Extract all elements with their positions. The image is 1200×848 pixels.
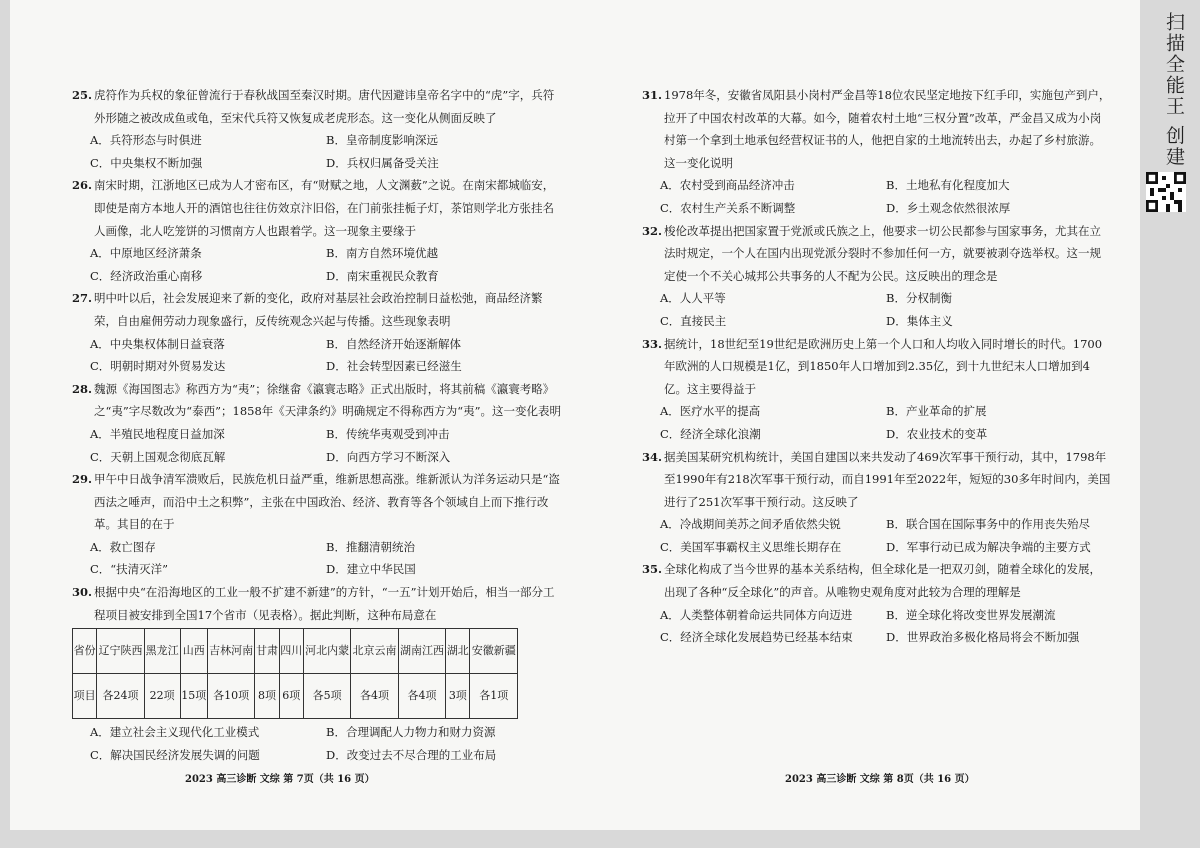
option-d: D．世界政治多极化格局将会不断加强 (886, 630, 1080, 645)
page-footer-left: 2023 高三诊断 文综 第 7页（共 16 页） (185, 774, 375, 785)
option-c: C．“扶清灭洋” (90, 562, 169, 577)
question-29: 29. 甲午中日战争清军溃败后，民族危机日益严重，维新思想高涨。维新派认为洋务运动只是“盗西法之唾声，而沿中土之积弊”，主张在中国政治、经济、教育等各个领域自上而下推行改革。其目的在于 A．救亡图存 B．推翻清朝统治 C．“扶清灭洋” D．建立中华民国 (72, 468, 562, 581)
option-d: D．向西方学习不断深入 (326, 449, 451, 464)
table-cell: 辽宁陕西 (97, 629, 144, 674)
option-b: B．土地私有化程度加大 (886, 178, 1010, 193)
table-cell: 15项 (180, 674, 207, 719)
table-cell: 各24项 (97, 674, 144, 719)
option-d: D．乡土观念依然很浓厚 (886, 200, 1011, 215)
option-c: C．明朝时期对外贸易发达 (90, 359, 226, 374)
row-header: 项目 (73, 674, 97, 719)
table-cell: 各4项 (351, 674, 398, 719)
option-d: D．建立中华民国 (326, 562, 416, 577)
option-a: A．兵符形态与时俱进 (90, 133, 202, 148)
table-cell: 各5项 (303, 674, 350, 719)
table-cell: 河北内蒙 (303, 629, 350, 674)
option-c: C．直接民主 (660, 313, 727, 328)
scanner-watermark: 扫描全能王 创建 (1163, 12, 1185, 168)
option-a: A．人类整体朝着命运共同体方向迈进 (660, 607, 853, 622)
question-28: 28. 魏源《海国图志》称西方为“夷”；徐继畲《瀛寰志略》正式出版时，将其前稿《瀛寰考略》之“夷”字尽数改为“泰西”；1858年《天津条约》明确规定不得称西方为“夷”。这一变化表明 A．半殖民地程度日益加深 B．传统华夷观受到冲击 C．天朝上国观念彻底瓦解 D．向西方学习不断深入 (72, 378, 562, 468)
option-b: B．皇帝制度影响深远 (326, 133, 438, 148)
option-d: D．社会转型因素已经滋生 (326, 359, 462, 374)
option-a: A．救亡图存 (90, 539, 156, 554)
left-page (72, 84, 562, 766)
option-b: B．南方自然环境优越 (326, 246, 438, 261)
option-c: C．经济全球化发展趋势已经基本结束 (660, 630, 853, 645)
right-page (642, 84, 1112, 649)
table-cell: 6项 (279, 674, 303, 719)
question-35: 35. 全球化构成了当今世界的基本关系结构，但全球化是一把双刃剑，随着全球化的发展，出现了各种“反全球化”的声音。从唯物史观角度对此较为合理的理解是 A．人类整体朝着命运共同体方向迈进 B．逆全球化将改变世界发展潮流 C．经济全球化发展趋势已经基本结束 D．世界政治多极化格局将会不断加强 (642, 558, 1112, 648)
question-text: 魏源《海国图志》称西方为“夷”；徐继畲《瀛寰志略》正式出版时，将其前稿《瀛寰考略》之“夷”字尽数改为“泰西”；1858年《天津条约》明确规定不得称西方为“夷”。这一变化表明 (94, 381, 562, 419)
option-a: A．医疗水平的提高 (660, 404, 761, 419)
option-b: B．逆全球化将改变世界发展潮流 (886, 607, 1056, 622)
option-c: C．农村生产关系不断调整 (660, 200, 796, 215)
table-cell: 湖北 (446, 629, 470, 674)
option-d: D．改变过去不尽合理的工业布局 (326, 747, 497, 762)
table-cell: 北京云南 (351, 629, 398, 674)
option-d: D．农业技术的变革 (886, 426, 988, 441)
option-a: A．中央集权体制日益衰落 (90, 336, 225, 351)
question-text: 南宋时期，江浙地区已成为人才密布区，有“财赋之地，人文渊薮”之说。在南宋都城临安，即使是南方本地人开的酒馆也往往仿效京汴旧俗，在门前张挂栀子灯，茶馆则学北方张挂名人画像，北人吃笼饼的习惯南方人也跟着学。这一现象主要缘于 (94, 178, 555, 238)
option-a: A．农村受到商品经济冲击 (660, 178, 795, 193)
question-32: 32. 梭伦改革提出把国家置于党派或氏族之上，他要求一切公民都参与国家事务，尤其在立法时规定，一个人在国内出现党派分裂时不参加任何一方，就要被剥夺选举权。这一规定使一个不关心城邦公共事务的人不配为公民。这反映出的理念是 A．人人平等 B．分权制衡 C．直接民主 D．集体主义 (642, 220, 1112, 333)
table-row-projects (73, 674, 518, 719)
question-text: 根据中央“在沿海地区的工业一般不扩建不新建”的方针，“一五”计划开始后，相当一部分工程项目被安排到全国17个省市（见表格）。据此判断，这种布局意在 (94, 585, 555, 622)
table-cell: 四川 (279, 629, 303, 674)
option-b: B．传统华夷观受到冲击 (326, 426, 450, 441)
question-27: 27. 明中叶以后，社会发展迎来了新的变化，政府对基层社会政治控制日益松弛，商品经济繁荣，自由雇佣劳动力现象盛行，反传统观念兴起与传播。这些现象表明 A．中央集权体制日益衰落 B．自然经济开始逐渐解体 C．明朝时期对外贸易发达 D．社会转型因素已经滋生 (72, 287, 562, 377)
question-text: 全球化构成了当今世界的基本关系结构，但全球化是一把双刃剑，随着全球化的发展，出现了各种“反全球化”的声音。从唯物史观角度对此较为合理的理解是 (664, 562, 1101, 600)
option-b: B．联合国在国际事务中的作用丧失殆尽 (886, 517, 1090, 532)
option-a: A．半殖民地程度日益加深 (90, 426, 225, 441)
question-text: 梭伦改革提出把国家置于党派或氏族之上，他要求一切公民都参与国家事务，尤其在立法时规定，一个人在国内出现党派分裂时不参加任何一方，就要被剥夺选举权。这一规定使一个不关心城邦公共事务的人不配为公民。这反映出的理念是 (664, 223, 1101, 283)
table-cell: 各1项 (470, 674, 518, 719)
table-cell: 黑龙江 (144, 629, 180, 674)
table-cell: 湖南江西 (398, 629, 445, 674)
question-text: 1978年冬，安徽省凤阳县小岗村严金昌等18位农民坚定地按下红手印，实施包产到户，拉开了中国农村改革的大幕。如今，随着农村土地“三权分置”改革，严金昌又成为小岗村第一个拿到土地承包经营权证书的人，他把自家的土地流转出去，办起了乡村旅游。这一变化说明 (664, 88, 1111, 170)
option-c: C．天朝上国观念彻底瓦解 (90, 449, 226, 464)
table-row-provinces (73, 629, 518, 674)
option-c: C．解决国民经济发展失调的问题 (90, 747, 260, 762)
option-c: C．经济全球化浪潮 (660, 426, 761, 441)
option-a: A．中原地区经济萧条 (90, 246, 202, 261)
option-d: D．军事行动已成为解决争端的主要方式 (886, 539, 1091, 554)
option-a: A．冷战期间美苏之间矛盾依然尖锐 (660, 517, 841, 532)
option-c: C．经济政治重心南移 (90, 268, 203, 283)
option-b: B．推翻清朝统治 (326, 539, 415, 554)
table-cell: 各10项 (207, 674, 254, 719)
option-b: B．产业革命的扩展 (886, 404, 987, 419)
option-a: A．建立社会主义现代化工业模式 (90, 725, 260, 740)
table-cell: 甘肃 (255, 629, 279, 674)
table-cell: 22项 (144, 674, 180, 719)
question-text: 明中叶以后，社会发展迎来了新的变化，政府对基层社会政治控制日益松弛，商品经济繁荣，自由雇佣劳动力现象盛行，反传统观念兴起与传播。这些现象表明 (94, 291, 543, 328)
table-cell: 山西 (180, 629, 207, 674)
project-distribution-table (72, 628, 518, 719)
table-cell: 8项 (255, 674, 279, 719)
option-b: B．合理调配人力物力和财力资源 (326, 725, 496, 740)
option-d: D．集体主义 (886, 313, 953, 328)
question-text: 甲午中日战争清军溃败后，民族危机日益严重，维新思想高涨。维新派认为洋务运动只是“盗西法之唾声，而沿中土之积弊”，主张在中国政治、经济、教育等各个领域自上而下推行改革。其目的在于 (94, 472, 560, 532)
question-31: 31. 1978年冬，安徽省凤阳县小岗村严金昌等18位农民坚定地按下红手印，实施包产到户，拉开了中国农村改革的大幕。如今，随着农村土地“三权分置”改革，严金昌又成为小岗村第一个拿到土地承包经营权证书的人，他把自家的土地流转出去，办起了乡村旅游。这一变化说明 A．农村受到商品经济冲击 B．土地私有化程度加大 C．农村生产关系不断调整 D．乡土观念依然很浓厚 (642, 84, 1112, 220)
question-25: 25. 虎符作为兵权的象征曾流行于春秋战国至秦汉时期。唐代因避讳皇帝名字中的“虎”字，兵符外形随之被改成鱼或龟，至宋代兵符又恢复成老虎形态。这一变化从侧面反映了 A．兵符形态与时俱进 B．皇帝制度影响深远 C．中央集权不断加强 D．兵权归属备受关注 (72, 84, 562, 174)
option-d: D．南宋重视民众教育 (326, 268, 439, 283)
option-c: C．美国军事霸权主义思维长期存在 (660, 539, 842, 554)
option-a: A．人人平等 (660, 291, 726, 306)
question-text: 虎符作为兵权的象征曾流行于春秋战国至秦汉时期。唐代因避讳皇帝名字中的“虎”字，兵符外形随之被改成鱼或龟，至宋代兵符又恢复成老虎形态。这一变化从侧面反映了 (94, 88, 555, 125)
page-footer-right: 2023 高三诊断 文综 第 8页（共 16 页） (785, 774, 975, 785)
table-cell: 安徽新疆 (470, 629, 518, 674)
question-text: 据美国某研究机构统计，美国自建国以来共发动了469次军事干预行动，其中，1798年至1990年有218次军事干预行动，而自1991年至2022年，短短的30多年时间内，美国进行了251次军事干预行动。这反映了 (664, 449, 1111, 509)
row-header: 省份 (73, 629, 97, 674)
option-b: B．自然经济开始逐渐解体 (326, 336, 461, 351)
question-30: 30. 根据中央“在沿海地区的工业一般不扩建不新建”的方针，“一五”计划开始后，相当一部分工程项目被安排到全国17个省市（见表格）。据此判断，这种布局意在 省份 辽宁陕西 黑龙江 山西 吉林河南 甘肃 四川 河北内蒙 北京云南 湖南江西 湖北 安徽新疆 项目 各24项 22项 15项 各10项 8项 6项 各5项 各4项 各4项 3项 各1项 A．建立社会主义现代化工业模式 B．合理调配人力物力和财力资源 C．解决国民经济发展失调的问题 D．改变过去不尽合理的工业布局 (72, 581, 562, 766)
question-26: 26. 南宋时期，江浙地区已成为人才密布区，有“财赋之地，人文渊薮”之说。在南宋都城临安，即使是南方本地人开的酒馆也往往仿效京汴旧俗，在门前张挂栀子灯，茶馆则学北方张挂名人画像，北人吃笼饼的习惯南方人也跟着学。这一现象主要缘于 A．中原地区经济萧条 B．南方自然环境优越 C．经济政治重心南移 D．南宋重视民众教育 (72, 174, 562, 287)
table-cell: 各4项 (398, 674, 445, 719)
option-b: B．分权制衡 (886, 291, 952, 306)
table-cell: 3项 (446, 674, 470, 719)
question-text: 据统计，18世纪至19世纪是欧洲历史上第一个人口和人均收入同时增长的时代。1700年欧洲的人口规模是1亿，到1850年人口增加到2.35亿，到十九世纪末人口增加到4亿。这主要得益于 (664, 336, 1103, 396)
option-d: D．兵权归属备受关注 (326, 155, 439, 170)
qr-code-icon (1146, 172, 1186, 212)
option-c: C．中央集权不断加强 (90, 155, 203, 170)
question-33: 33. 据统计，18世纪至19世纪是欧洲历史上第一个人口和人均收入同时增长的时代。1700年欧洲的人口规模是1亿，到1850年人口增加到2.35亿，到十九世纪末人口增加到4亿。这主要得益于 A．医疗水平的提高 B．产业革命的扩展 C．经济全球化浪潮 D．农业技术的变革 (642, 333, 1112, 446)
table-cell: 吉林河南 (207, 629, 254, 674)
scanned-exam-sheet (10, 0, 1140, 830)
question-34: 34. 据美国某研究机构统计，美国自建国以来共发动了469次军事干预行动，其中，1798年至1990年有218次军事干预行动，而自1991年至2022年，短短的30多年时间内，美国进行了251次军事干预行动。这反映了 A．冷战期间美苏之间矛盾依然尖锐 B．联合国在国际事务中的作用丧失殆尽 C．美国军事霸权主义思维长期存在 D．军事行动已成为解决争端的主要方式 (642, 446, 1112, 559)
